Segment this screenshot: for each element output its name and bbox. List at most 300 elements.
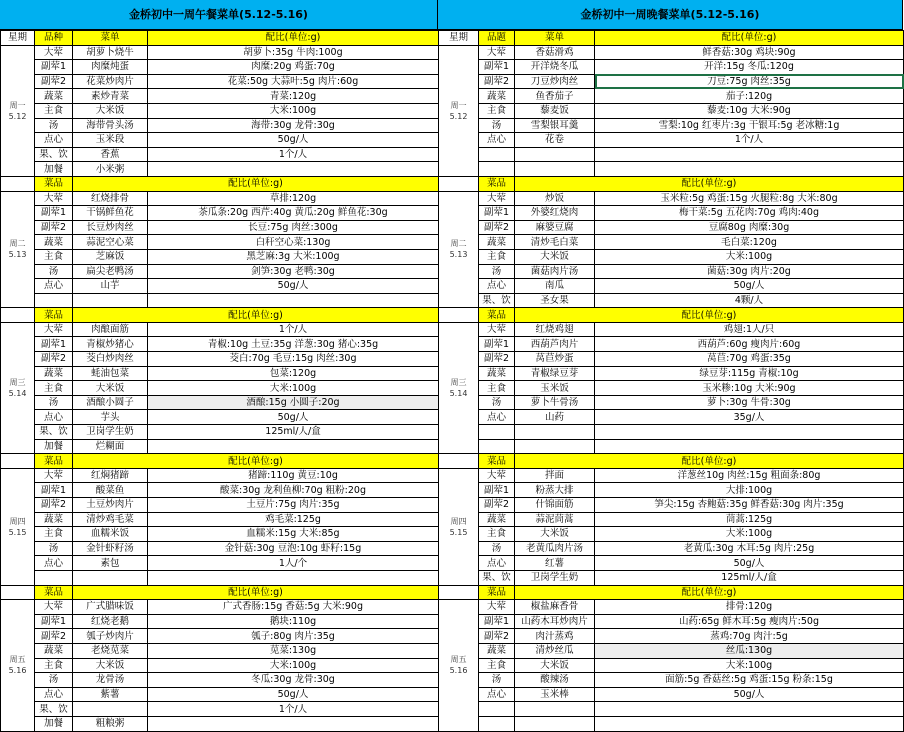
- dinner-ratio-cell[interactable]: 洋葱丝10g 肉丝:15g 粗面条:80g: [595, 468, 904, 483]
- lunch-dish-cell[interactable]: 广式腊味饭: [73, 600, 148, 615]
- dinner-ratio-cell[interactable]: 鸡翅:1人/只: [595, 322, 904, 337]
- dinner-dish-cell[interactable]: 开洋烧冬瓜: [515, 60, 595, 75]
- dinner-dish-cell[interactable]: 香菇滑鸡: [515, 45, 595, 60]
- dinner-category-cell[interactable]: 副荤2: [479, 74, 515, 89]
- dinner-dish-cell[interactable]: 莴苣炒蛋: [515, 352, 595, 367]
- lunch-category-cell[interactable]: 点心: [35, 133, 73, 148]
- lunch-category-cell[interactable]: 汤: [35, 541, 73, 556]
- lunch-ratio-cell[interactable]: 1人/个: [148, 556, 439, 571]
- lunch-ratio-header[interactable]: 配比(单位:g): [73, 308, 439, 323]
- lunch-category-cell[interactable]: 加餐: [35, 162, 73, 177]
- lunch-title[interactable]: 金桥初中一周午餐菜单(5.12-5.16): [0, 0, 438, 30]
- empty-cell[interactable]: [73, 570, 148, 585]
- lunch-ratio-cell[interactable]: 土豆片:75g 肉片:35g: [148, 498, 439, 513]
- dinner-ratio-cell[interactable]: 豆腐80g 肉糜:30g: [595, 220, 904, 235]
- dinner-dish-cell[interactable]: 菌菇肉片汤: [515, 264, 595, 279]
- dinner-ratio-cell[interactable]: 茼蒿:125g: [595, 512, 904, 527]
- dinner-category-cell[interactable]: 主食: [479, 381, 515, 396]
- lunch-ratio-cell[interactable]: 酒酿:15g 小圆子:20g: [148, 395, 439, 410]
- empty-cell[interactable]: [35, 293, 73, 308]
- day-cell[interactable]: [439, 585, 479, 600]
- dinner-ratio-cell[interactable]: [595, 162, 904, 177]
- lunch-dish-cell[interactable]: 红焖猪蹄: [73, 468, 148, 483]
- lunch-dish-cell[interactable]: 烂糊面: [73, 439, 148, 454]
- empty-cell[interactable]: [73, 293, 148, 308]
- dinner-ratio-cell[interactable]: 大排:100g: [595, 483, 904, 498]
- lunch-category-cell[interactable]: 汤: [35, 673, 73, 688]
- lunch-ratio-cell[interactable]: 肉糜:20g 鸡蛋:70g: [148, 60, 439, 75]
- lunch-dish-header[interactable]: 菜品: [35, 176, 73, 191]
- dinner-dish-cell[interactable]: 鱼香茄子: [515, 89, 595, 104]
- lunch-dish-cell[interactable]: 清炒鸡毛菜: [73, 512, 148, 527]
- lunch-ratio-cell[interactable]: 1个/人: [148, 322, 439, 337]
- lunch-dish-cell[interactable]: 小米粥: [73, 162, 148, 177]
- dinner-category-cell[interactable]: 大荤: [479, 600, 515, 615]
- lunch-dish-cell[interactable]: 酒酿小圆子: [73, 395, 148, 410]
- empty-cell[interactable]: [148, 293, 439, 308]
- dinner-dish-cell[interactable]: 椒盐麻香骨: [515, 600, 595, 615]
- dinner-category-cell[interactable]: 副荤1: [479, 614, 515, 629]
- lunch-category-cell[interactable]: 主食: [35, 381, 73, 396]
- dinner-dish-cell[interactable]: [515, 716, 595, 731]
- lunch-ratio-cell[interactable]: 鸡毛菜:125g: [148, 512, 439, 527]
- lunch-ratio-cell[interactable]: 包菜:120g: [148, 366, 439, 381]
- lunch-ratio-cell[interactable]: 青菜:120g: [148, 89, 439, 104]
- lunch-ratio-cell[interactable]: 50g/人: [148, 687, 439, 702]
- dinner-ratio-cell[interactable]: 大米:100g: [595, 658, 904, 673]
- empty-cell[interactable]: [148, 570, 439, 585]
- dinner-dish-cell[interactable]: 青椒绿豆芽: [515, 366, 595, 381]
- dinner-dish-cell[interactable]: 山药木耳炒肉片: [515, 614, 595, 629]
- dinner-ratio-cell[interactable]: 山药:65g 鲜木耳:5g 瘦肉片:50g: [595, 614, 904, 629]
- dinner-ratio-cell[interactable]: 笋尖:15g 杏鲍菇:35g 鲜香菇:30g 肉片:35g: [595, 498, 904, 513]
- lunch-dish-cell[interactable]: 香蕉: [73, 147, 148, 162]
- dinner-category-cell[interactable]: 副荤1: [479, 206, 515, 221]
- dinner-dish-cell[interactable]: [515, 425, 595, 440]
- dinner-ratio-cell[interactable]: 排骨:120g: [595, 600, 904, 615]
- lunch-dish-cell[interactable]: 土豆炒肉片: [73, 498, 148, 513]
- dinner-title[interactable]: 金桥初中一周晚餐菜单(5.12-5.16): [438, 0, 903, 30]
- lunch-category-cell[interactable]: 果、饮: [35, 147, 73, 162]
- lunch-dish-cell[interactable]: 素包: [73, 556, 148, 571]
- dinner-day-label[interactable]: 周二 5.13: [439, 191, 479, 308]
- lunch-dish-cell[interactable]: 青椒炒猪心: [73, 337, 148, 352]
- lunch-category-cell[interactable]: 蔬菜: [35, 512, 73, 527]
- lunch-dish-cell[interactable]: [73, 702, 148, 717]
- dinner-category-cell[interactable]: [479, 147, 515, 162]
- lunch-ratio-cell[interactable]: 广式香肠:15g 香菇:5g 大米:90g: [148, 600, 439, 615]
- dinner-ratio-cell[interactable]: 菌菇:30g 肉片:20g: [595, 264, 904, 279]
- dinner-day-label[interactable]: 周一 5.12: [439, 45, 479, 176]
- lunch-category-cell[interactable]: 主食: [35, 103, 73, 118]
- dinner-ratio-cell[interactable]: 鲜香菇:30g 鸡块:90g: [595, 45, 904, 60]
- lunch-ratio-cell[interactable]: 50g/人: [148, 279, 439, 294]
- dinner-dish-cell[interactable]: 拌面: [515, 468, 595, 483]
- dinner-ratio-cell[interactable]: 50g/人: [595, 556, 904, 571]
- lunch-category-cell[interactable]: 蔬菜: [35, 643, 73, 658]
- lunch-category-cell[interactable]: 副荤2: [35, 352, 73, 367]
- empty-cell[interactable]: [595, 439, 904, 454]
- dinner-ratio-cell[interactable]: 50g/人: [595, 687, 904, 702]
- lunch-ratio-cell[interactable]: 黑芝麻:3g 大米:100g: [148, 249, 439, 264]
- lunch-ratio-cell[interactable]: 鹅块:110g: [148, 614, 439, 629]
- lunch-dish-cell[interactable]: 长豆炒肉丝: [73, 220, 148, 235]
- dinner-dish-cell[interactable]: [515, 147, 595, 162]
- dinner-category-cell[interactable]: 大荤: [479, 191, 515, 206]
- lunch-dish-cell[interactable]: 肉糜炖蛋: [73, 60, 148, 75]
- dinner-ratio-cell[interactable]: 玉米粒:5g 鸡蛋:15g 火腿粒:8g 大米:80g: [595, 191, 904, 206]
- dinner-ratio-cell[interactable]: 毛白菜:120g: [595, 235, 904, 250]
- dinner-category-cell[interactable]: 汤: [479, 264, 515, 279]
- dinner-category-cell[interactable]: 副荤2: [479, 498, 515, 513]
- dinner-ratio-cell[interactable]: 老黄瓜:30g 木耳:5g 肉片:25g: [595, 541, 904, 556]
- dinner-category-cell[interactable]: 点心: [479, 133, 515, 148]
- dinner-ratio-cell[interactable]: 萝卜:30g 牛骨:30g: [595, 395, 904, 410]
- dinner-dish-cell[interactable]: 玉米棒: [515, 687, 595, 702]
- dinner-dish-header[interactable]: 菜品: [479, 454, 515, 469]
- dinner-dish-cell[interactable]: 大米饭: [515, 658, 595, 673]
- dinner-category-cell[interactable]: 点心: [479, 556, 515, 571]
- lunch-dish-cell[interactable]: 瓠子炒肉片: [73, 629, 148, 644]
- dinner-ratio-cell[interactable]: [595, 702, 904, 717]
- dinner-ratio-cell[interactable]: 莴苣:70g 鸡蛋:35g: [595, 352, 904, 367]
- day-column-header[interactable]: 星期: [439, 31, 479, 46]
- lunch-dish-cell[interactable]: 芝麻饭: [73, 249, 148, 264]
- lunch-category-cell[interactable]: 大荤: [35, 468, 73, 483]
- lunch-category-cell[interactable]: 点心: [35, 556, 73, 571]
- lunch-category-cell[interactable]: 点心: [35, 410, 73, 425]
- lunch-category-cell[interactable]: 副荤2: [35, 629, 73, 644]
- lunch-category-cell[interactable]: 副荤1: [35, 60, 73, 75]
- lunch-category-cell[interactable]: 副荤2: [35, 498, 73, 513]
- dinner-ratio-cell[interactable]: [595, 716, 904, 731]
- day-cell[interactable]: [1, 454, 35, 469]
- lunch-ratio-cell[interactable]: 海带:30g 龙骨:30g: [148, 118, 439, 133]
- lunch-ratio-cell[interactable]: 草排:120g: [148, 191, 439, 206]
- dinner-day-label[interactable]: 周三 5.14: [439, 322, 479, 453]
- dinner-dish-cell[interactable]: 玉米饭: [515, 381, 595, 396]
- lunch-ratio-cell[interactable]: 长豆:75g 肉丝:300g: [148, 220, 439, 235]
- dinner-category-cell[interactable]: 蔬菜: [479, 366, 515, 381]
- lunch-category-cell[interactable]: 副荤1: [35, 206, 73, 221]
- dinner-category-cell[interactable]: 汤: [479, 118, 515, 133]
- day-cell[interactable]: [439, 308, 479, 323]
- dinner-dish-cell[interactable]: 粉蒸大排: [515, 483, 595, 498]
- empty-cell[interactable]: [479, 439, 515, 454]
- lunch-ratio-cell[interactable]: 冬瓜:30g 龙骨:30g: [148, 673, 439, 688]
- lunch-dish-cell[interactable]: 卫岗学生奶: [73, 425, 148, 440]
- dinner-category-cell[interactable]: 果、饮: [479, 293, 515, 308]
- lunch-dish-cell[interactable]: 茭白炒肉丝: [73, 352, 148, 367]
- dinner-category-cell[interactable]: 点心: [479, 687, 515, 702]
- dinner-ratio-header[interactable]: 配比(单位:g): [515, 585, 904, 600]
- lunch-ratio-cell[interactable]: 125ml/人/盒: [148, 425, 439, 440]
- dinner-dish-cell[interactable]: 麻婆豆腐: [515, 220, 595, 235]
- ratio-column-header[interactable]: 配比(单位:g): [595, 31, 904, 46]
- dinner-dish-cell[interactable]: 红薯: [515, 556, 595, 571]
- lunch-ratio-cell[interactable]: 猪蹄:110g 黄豆:10g: [148, 468, 439, 483]
- dinner-dish-cell[interactable]: 大米饭: [515, 527, 595, 542]
- dinner-category-cell[interactable]: [479, 425, 515, 440]
- lunch-dish-cell[interactable]: 山芋: [73, 279, 148, 294]
- category-column-header[interactable]: 品种: [35, 31, 73, 46]
- dinner-category-cell[interactable]: 蔬菜: [479, 512, 515, 527]
- lunch-ratio-cell[interactable]: 胡萝卜:35g 牛肉:100g: [148, 45, 439, 60]
- lunch-dish-cell[interactable]: 玉米段: [73, 133, 148, 148]
- lunch-dish-header[interactable]: 菜品: [35, 308, 73, 323]
- lunch-ratio-cell[interactable]: [148, 162, 439, 177]
- lunch-ratio-cell[interactable]: 白秆空心菜:130g: [148, 235, 439, 250]
- dinner-dish-cell[interactable]: 雪梨银耳羹: [515, 118, 595, 133]
- lunch-dish-header[interactable]: 菜品: [35, 454, 73, 469]
- lunch-ratio-cell[interactable]: 50g/人: [148, 410, 439, 425]
- lunch-ratio-header[interactable]: 配比(单位:g): [73, 176, 439, 191]
- day-cell[interactable]: [439, 176, 479, 191]
- lunch-category-cell[interactable]: 果、饮: [35, 702, 73, 717]
- dinner-ratio-cell[interactable]: 4颗/人: [595, 293, 904, 308]
- lunch-ratio-cell[interactable]: 茶瓜条:20g 西芹:40g 黄瓜:20g 鲜鱼花:30g: [148, 206, 439, 221]
- dinner-dish-cell[interactable]: 蒜泥茼蒿: [515, 512, 595, 527]
- dinner-category-cell[interactable]: 副荤1: [479, 60, 515, 75]
- dinner-category-cell[interactable]: 副荤2: [479, 220, 515, 235]
- lunch-category-cell[interactable]: 点心: [35, 687, 73, 702]
- dinner-dish-cell[interactable]: [515, 162, 595, 177]
- dinner-category-cell[interactable]: 副荤1: [479, 337, 515, 352]
- lunch-ratio-cell[interactable]: 青椒:10g 土豆:35g 洋葱:30g 猪心:35g: [148, 337, 439, 352]
- lunch-ratio-cell[interactable]: 剑笋:30g 老鸭:30g: [148, 264, 439, 279]
- lunch-ratio-header[interactable]: 配比(单位:g): [73, 585, 439, 600]
- day-cell[interactable]: [1, 176, 35, 191]
- dinner-dish-cell[interactable]: 南瓜: [515, 279, 595, 294]
- dinner-ratio-cell[interactable]: 蒸鸡:70g 肉汁:5g: [595, 629, 904, 644]
- lunch-day-label[interactable]: 周三 5.14: [1, 322, 35, 453]
- lunch-category-cell[interactable]: 蔬菜: [35, 366, 73, 381]
- dinner-ratio-cell[interactable]: 茄子:120g: [595, 89, 904, 104]
- lunch-dish-cell[interactable]: 海带骨头汤: [73, 118, 148, 133]
- empty-cell[interactable]: [35, 570, 73, 585]
- dinner-ratio-cell[interactable]: 125ml/人/盒: [595, 570, 904, 585]
- dinner-category-cell[interactable]: 主食: [479, 103, 515, 118]
- dinner-ratio-cell[interactable]: 50g/人: [595, 279, 904, 294]
- dish-column-header[interactable]: 菜单: [73, 31, 148, 46]
- dinner-ratio-cell[interactable]: [595, 425, 904, 440]
- dinner-dish-cell[interactable]: 肉汁蒸鸡: [515, 629, 595, 644]
- lunch-category-cell[interactable]: 蔬菜: [35, 89, 73, 104]
- lunch-dish-cell[interactable]: 蚝油包菜: [73, 366, 148, 381]
- lunch-ratio-cell[interactable]: 苋菜:130g: [148, 643, 439, 658]
- dinner-category-cell[interactable]: 汤: [479, 395, 515, 410]
- day-cell[interactable]: [1, 585, 35, 600]
- dinner-ratio-cell[interactable]: 开洋:15g 冬瓜:120g: [595, 60, 904, 75]
- dinner-category-cell[interactable]: 蔬菜: [479, 643, 515, 658]
- lunch-category-cell[interactable]: 主食: [35, 658, 73, 673]
- lunch-dish-cell[interactable]: 肉酿面筋: [73, 322, 148, 337]
- dinner-category-cell[interactable]: 主食: [479, 527, 515, 542]
- dinner-category-cell[interactable]: 副荤2: [479, 352, 515, 367]
- dinner-ratio-cell[interactable]: 大米:100g: [595, 249, 904, 264]
- lunch-dish-cell[interactable]: 血糯米饭: [73, 527, 148, 542]
- dinner-dish-cell[interactable]: 酸辣汤: [515, 673, 595, 688]
- dinner-category-cell[interactable]: 主食: [479, 658, 515, 673]
- dinner-dish-cell[interactable]: 红烧鸡翅: [515, 322, 595, 337]
- lunch-dish-cell[interactable]: 金针虾籽汤: [73, 541, 148, 556]
- empty-cell[interactable]: [515, 439, 595, 454]
- dinner-dish-cell[interactable]: 卫岗学生奶: [515, 570, 595, 585]
- dinner-category-cell[interactable]: 点心: [479, 410, 515, 425]
- lunch-ratio-cell[interactable]: 花菜:50g 大蒜叶:5g 肉片:60g: [148, 74, 439, 89]
- dinner-category-cell[interactable]: [479, 162, 515, 177]
- lunch-dish-cell[interactable]: 老烧苋菜: [73, 643, 148, 658]
- dinner-dish-cell[interactable]: 山药: [515, 410, 595, 425]
- lunch-dish-cell[interactable]: 花菜炒肉片: [73, 74, 148, 89]
- dinner-category-cell[interactable]: 蔬菜: [479, 89, 515, 104]
- dinner-ratio-cell[interactable]: 刀豆:75g 肉丝:35g: [595, 74, 904, 89]
- lunch-category-cell[interactable]: 大荤: [35, 600, 73, 615]
- dinner-category-cell[interactable]: 点心: [479, 279, 515, 294]
- dinner-dish-cell[interactable]: 刀豆炒肉丝: [515, 74, 595, 89]
- dinner-ratio-cell[interactable]: 35g/人: [595, 410, 904, 425]
- lunch-category-cell[interactable]: 果、饮: [35, 425, 73, 440]
- lunch-dish-cell[interactable]: 扁尖老鸭汤: [73, 264, 148, 279]
- dinner-dish-cell[interactable]: 萝卜牛骨汤: [515, 395, 595, 410]
- dinner-category-cell[interactable]: 大荤: [479, 322, 515, 337]
- dinner-dish-cell[interactable]: [515, 702, 595, 717]
- ratio-column-header[interactable]: 配比(单位:g): [148, 31, 439, 46]
- dinner-ratio-cell[interactable]: 雪梨:10g 红枣片:3g 干银耳:5g 老冰糖:1g: [595, 118, 904, 133]
- dinner-dish-cell[interactable]: 花卷: [515, 133, 595, 148]
- lunch-dish-cell[interactable]: 素炒青菜: [73, 89, 148, 104]
- dinner-category-cell[interactable]: 汤: [479, 673, 515, 688]
- dinner-dish-cell[interactable]: 炒饭: [515, 191, 595, 206]
- lunch-day-label[interactable]: 周一 5.12: [1, 45, 35, 176]
- lunch-category-cell[interactable]: 蔬菜: [35, 235, 73, 250]
- lunch-ratio-cell[interactable]: [148, 439, 439, 454]
- dinner-category-cell[interactable]: [479, 716, 515, 731]
- dinner-dish-cell[interactable]: 外婆红烧肉: [515, 206, 595, 221]
- lunch-dish-cell[interactable]: 大米饭: [73, 658, 148, 673]
- lunch-dish-cell[interactable]: 酸菜鱼: [73, 483, 148, 498]
- lunch-dish-cell[interactable]: 蒜泥空心菜: [73, 235, 148, 250]
- lunch-category-cell[interactable]: 主食: [35, 527, 73, 542]
- lunch-ratio-cell[interactable]: 50g/人: [148, 133, 439, 148]
- dinner-category-cell[interactable]: 大荤: [479, 45, 515, 60]
- lunch-category-cell[interactable]: 大荤: [35, 45, 73, 60]
- lunch-category-cell[interactable]: 汤: [35, 395, 73, 410]
- dinner-dish-cell[interactable]: 老黄瓜肉片汤: [515, 541, 595, 556]
- lunch-ratio-header[interactable]: 配比(单位:g): [73, 454, 439, 469]
- lunch-ratio-cell[interactable]: 茭白:70g 毛豆:15g 肉丝:30g: [148, 352, 439, 367]
- lunch-category-cell[interactable]: 副荤2: [35, 74, 73, 89]
- lunch-dish-cell[interactable]: 大米饭: [73, 381, 148, 396]
- lunch-dish-header[interactable]: 菜品: [35, 585, 73, 600]
- day-cell[interactable]: [439, 454, 479, 469]
- lunch-category-cell[interactable]: 大荤: [35, 191, 73, 206]
- dinner-ratio-cell[interactable]: 1个/人: [595, 133, 904, 148]
- dinner-ratio-cell[interactable]: 西葫芦:60g 瘦肉片:60g: [595, 337, 904, 352]
- dinner-ratio-cell[interactable]: [595, 147, 904, 162]
- dinner-ratio-cell[interactable]: 绿豆芽:115g 青椒:10g: [595, 366, 904, 381]
- lunch-ratio-cell[interactable]: 瓠子:80g 肉片:35g: [148, 629, 439, 644]
- lunch-dish-cell[interactable]: 芋头: [73, 410, 148, 425]
- dinner-category-cell[interactable]: [479, 702, 515, 717]
- lunch-ratio-cell[interactable]: 大米:100g: [148, 381, 439, 396]
- lunch-ratio-cell[interactable]: 1个/人: [148, 147, 439, 162]
- dinner-category-cell[interactable]: 蔬菜: [479, 235, 515, 250]
- dinner-category-cell[interactable]: 副荤2: [479, 629, 515, 644]
- lunch-category-cell[interactable]: 加餐: [35, 439, 73, 454]
- dinner-category-cell[interactable]: 副荤1: [479, 483, 515, 498]
- lunch-category-cell[interactable]: 大荤: [35, 322, 73, 337]
- dinner-ratio-header[interactable]: 配比(单位:g): [515, 176, 904, 191]
- dinner-dish-cell[interactable]: 什锦面筋: [515, 498, 595, 513]
- lunch-ratio-cell[interactable]: 大米:100g: [148, 103, 439, 118]
- lunch-dish-cell[interactable]: 红烧老鹅: [73, 614, 148, 629]
- dinner-ratio-cell[interactable]: 梅干菜:5g 五花肉:70g 鸡肉:40g: [595, 206, 904, 221]
- dish-column-header[interactable]: 菜单: [515, 31, 595, 46]
- dinner-ratio-header[interactable]: 配比(单位:g): [515, 454, 904, 469]
- dinner-category-cell[interactable]: 主食: [479, 249, 515, 264]
- dinner-dish-header[interactable]: 菜品: [479, 585, 515, 600]
- dinner-ratio-cell[interactable]: 面筋:5g 香菇丝:5g 鸡蛋:15g 粉条:15g: [595, 673, 904, 688]
- dinner-day-label[interactable]: 周四 5.15: [439, 468, 479, 585]
- dinner-category-cell[interactable]: 果、饮: [479, 570, 515, 585]
- lunch-ratio-cell[interactable]: 血糯米:15g 大米:85g: [148, 527, 439, 542]
- dinner-ratio-cell[interactable]: 玉米糁:10g 大米:90g: [595, 381, 904, 396]
- lunch-category-cell[interactable]: 副荤1: [35, 483, 73, 498]
- dinner-ratio-cell[interactable]: 丝瓜:130g: [595, 643, 904, 658]
- lunch-dish-cell[interactable]: 紫薯: [73, 687, 148, 702]
- lunch-category-cell[interactable]: 主食: [35, 249, 73, 264]
- lunch-day-label[interactable]: 周五 5.16: [1, 600, 35, 731]
- lunch-ratio-cell[interactable]: [148, 716, 439, 731]
- lunch-dish-cell[interactable]: 大米饭: [73, 103, 148, 118]
- lunch-category-cell[interactable]: 副荤1: [35, 337, 73, 352]
- lunch-category-cell[interactable]: 点心: [35, 279, 73, 294]
- lunch-category-cell[interactable]: 汤: [35, 264, 73, 279]
- lunch-dish-cell[interactable]: 龙骨汤: [73, 673, 148, 688]
- dinner-dish-cell[interactable]: 清炒毛白菜: [515, 235, 595, 250]
- dinner-category-cell[interactable]: 汤: [479, 541, 515, 556]
- day-column-header[interactable]: 星期: [1, 31, 35, 46]
- lunch-ratio-cell[interactable]: 金针菇:30g 豆泡:10g 虾籽:15g: [148, 541, 439, 556]
- lunch-ratio-cell[interactable]: 酸菜:30g 龙利鱼柳:70g 粗粉:20g: [148, 483, 439, 498]
- lunch-dish-cell[interactable]: 粗粮粥: [73, 716, 148, 731]
- lunch-dish-cell[interactable]: 红烧排骨: [73, 191, 148, 206]
- lunch-category-cell[interactable]: 加餐: [35, 716, 73, 731]
- dinner-dish-header[interactable]: 菜品: [479, 176, 515, 191]
- dinner-dish-header[interactable]: 菜品: [479, 308, 515, 323]
- dinner-day-label[interactable]: 周五 5.16: [439, 600, 479, 731]
- lunch-category-cell[interactable]: 汤: [35, 118, 73, 133]
- category-column-header[interactable]: 品题: [479, 31, 515, 46]
- lunch-dish-cell[interactable]: 胡萝卜烧牛: [73, 45, 148, 60]
- dinner-dish-cell[interactable]: 大米饭: [515, 249, 595, 264]
- lunch-ratio-cell[interactable]: 大米:100g: [148, 658, 439, 673]
- lunch-day-label[interactable]: 周四 5.15: [1, 468, 35, 585]
- dinner-dish-cell[interactable]: 清炒丝瓜: [515, 643, 595, 658]
- dinner-dish-cell[interactable]: 圣女果: [515, 293, 595, 308]
- lunch-ratio-cell[interactable]: 1个/人: [148, 702, 439, 717]
- day-cell[interactable]: [1, 308, 35, 323]
- lunch-dish-cell[interactable]: 干锅鲜鱼花: [73, 206, 148, 221]
- dinner-dish-cell[interactable]: 西葫芦肉片: [515, 337, 595, 352]
- dinner-ratio-cell[interactable]: 大米:100g: [595, 527, 904, 542]
- dinner-category-cell[interactable]: 大荤: [479, 468, 515, 483]
- dinner-ratio-cell[interactable]: 藜麦:10g 大米:90g: [595, 103, 904, 118]
- dinner-dish-cell[interactable]: 藜麦饭: [515, 103, 595, 118]
- lunch-category-cell[interactable]: 副荤2: [35, 220, 73, 235]
- lunch-day-label[interactable]: 周二 5.13: [1, 191, 35, 308]
